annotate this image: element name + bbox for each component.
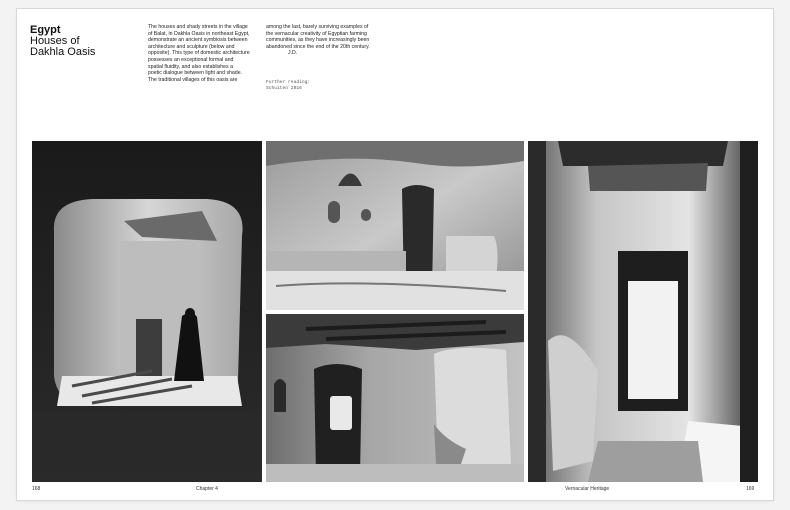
text-line: abandoned since the end of the 20th century. [266, 43, 370, 50]
photo-sculpted-wall-niches [266, 141, 524, 310]
body-text-column-1 [148, 24, 258, 83]
text-line: opposite). This type of domestic architecture [148, 50, 250, 57]
text-line: the vernacular creativity of Egyptian farming [266, 30, 367, 37]
page-number-right: 169 [746, 486, 755, 492]
author-initials: J.D. [288, 50, 298, 57]
further-reading-label: Further reading: [266, 80, 311, 85]
text-line: spatial fluidity, and also establishes a [148, 63, 233, 70]
page-number-left: 168 [32, 486, 41, 492]
text-line: possesses an exceptional formal and [148, 56, 234, 63]
book-spread [17, 9, 773, 500]
text-line: architecture and sculpture (below and [148, 43, 235, 50]
photo-interior-window [266, 314, 524, 482]
subtitle-line-1: Houses of [30, 35, 80, 47]
text-line: demonstrate an ancient symbiosis between [148, 37, 248, 44]
section-label: Vernacular Heritage [565, 486, 610, 492]
body-text-column-2 [266, 24, 378, 57]
text-line: The traditional villages of this oasis are [148, 76, 238, 83]
further-reading [266, 80, 310, 92]
photo-passage-with-woman [32, 141, 262, 482]
text-line: communities, as they have increasingly been [266, 37, 370, 44]
further-reading-reference: Schuiten 2016 [266, 86, 302, 91]
text-line: The houses and shady streets in the village [148, 24, 248, 30]
text-line: of Balat, in Dakhla Oasis in northeast Egypt, [148, 30, 250, 37]
photo-corridor-doorway [528, 141, 758, 482]
subtitle-line-2: Dakhla Oasis [30, 46, 96, 58]
chapter-label: Chapter 4 [196, 486, 218, 492]
country-heading: Egypt [30, 24, 61, 36]
text-line: poetic dialogue between light and shade. [148, 70, 243, 77]
text-line: among the last, barely surviving examples of [266, 24, 369, 30]
title-block [30, 24, 95, 58]
